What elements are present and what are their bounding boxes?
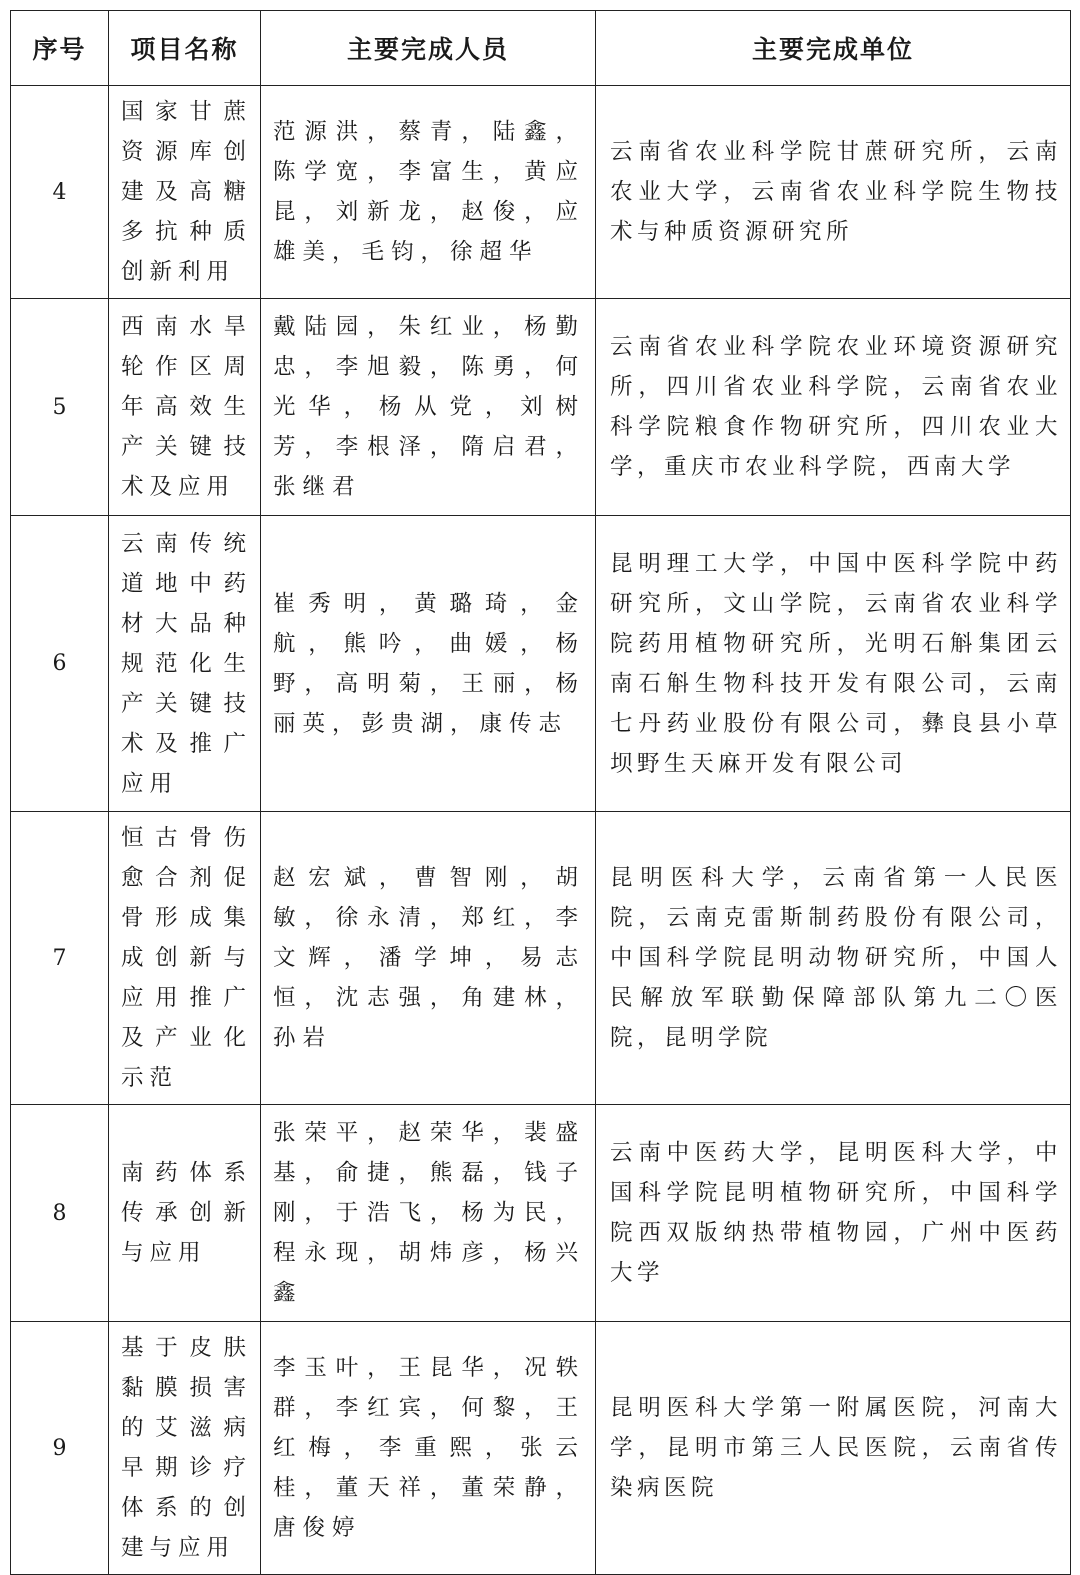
serial-number-cell: 7 [11,812,109,1105]
institutions-cell: 昆明医科大学，云南省第一人民医院，云南克雷斯制药股份有限公司，中国科学院昆明动物研究所，中国人民解放军联勤保障部队第九二〇医院，昆明学院 [596,812,1071,1105]
serial-number-cell: 4 [11,86,109,299]
personnel-cell: 戴陆园，朱红业，杨勤忠，李旭毅，陈勇，何光华，杨从党，刘树芳，李根泽，隋启君，张继君 [261,299,596,516]
personnel-cell: 崔秀明，黄璐琦，金航，熊吟，曲媛，杨野，高明菊，王丽，杨丽英，彭贵湖，康传志 [261,516,596,812]
table-row [11,812,1071,1105]
institutions-cell: 云南省农业科学院农业环境资源研究所，四川省农业科学院，云南省农业科学院粮食作物研究所，四川农业大学，重庆市农业科学院，西南大学 [596,299,1071,516]
header-main-personnel: 主要完成人员 [261,11,596,86]
project-name-cell: 恒古骨伤愈合剂促骨形成集成创新与应用推广及产业化示范 [109,812,261,1105]
table-row [11,1322,1071,1575]
institutions-cell: 云南中医药大学，昆明医科大学，中国科学院昆明植物研究所，中国科学院西双版纳热带植物园，广州中医药大学 [596,1105,1071,1322]
table-header-row [11,11,1071,86]
personnel-cell: 范源洪，蔡青，陆鑫，陈学宽，李富生，黄应昆，刘新龙，赵俊，应雄美，毛钧，徐超华 [261,86,596,299]
institutions-cell: 云南省农业科学院甘蔗研究所，云南农业大学，云南省农业科学院生物技术与种质资源研究所 [596,86,1071,299]
table-row [11,86,1071,299]
project-name-cell: 云南传统道地中药材大品种规范化生产关键技术及推广应用 [109,516,261,812]
serial-number-cell: 8 [11,1105,109,1322]
project-name-cell: 南药体系传承创新与应用 [109,1105,261,1322]
serial-number-cell: 5 [11,299,109,516]
institutions-cell: 昆明理工大学，中国中医科学院中药研究所，文山学院，云南省农业科学院药用植物研究所，光明石斛集团云南石斛生物科技开发有限公司，云南七丹药业股份有限公司，彝良县小草坝野生天麻开发有限公司 [596,516,1071,812]
table-row [11,1105,1071,1322]
project-name-cell: 西南水旱轮作区周年高效生产关键技术及应用 [109,299,261,516]
table-row [11,299,1071,516]
project-name-cell: 基于皮肤黏膜损害的艾滋病早期诊疗体系的创建与应用 [109,1322,261,1575]
awards-table-container [10,10,1070,1575]
header-main-institutions: 主要完成单位 [596,11,1071,86]
personnel-cell: 张荣平，赵荣华，裴盛基，俞捷，熊磊，钱子刚，于浩飞，杨为民，程永现，胡炜彦，杨兴鑫 [261,1105,596,1322]
awards-table [10,10,1071,1575]
personnel-cell: 赵宏斌，曹智刚，胡敏，徐永清，郑红，李文辉，潘学坤，易志恒，沈志强，角建林，孙岩 [261,812,596,1105]
personnel-cell: 李玉叶，王昆华，况轶群，李红宾，何黎，王红梅，李重熙，张云桂，董天祥，董荣静，唐俊婷 [261,1322,596,1575]
serial-number-cell: 6 [11,516,109,812]
table-row [11,516,1071,812]
header-project-name: 项目名称 [109,11,261,86]
serial-number-cell: 9 [11,1322,109,1575]
header-serial-number: 序号 [11,11,109,86]
institutions-cell: 昆明医科大学第一附属医院，河南大学，昆明市第三人民医院，云南省传染病医院 [596,1322,1071,1575]
project-name-cell: 国家甘蔗资源库创建及高糖多抗种质创新利用 [109,86,261,299]
